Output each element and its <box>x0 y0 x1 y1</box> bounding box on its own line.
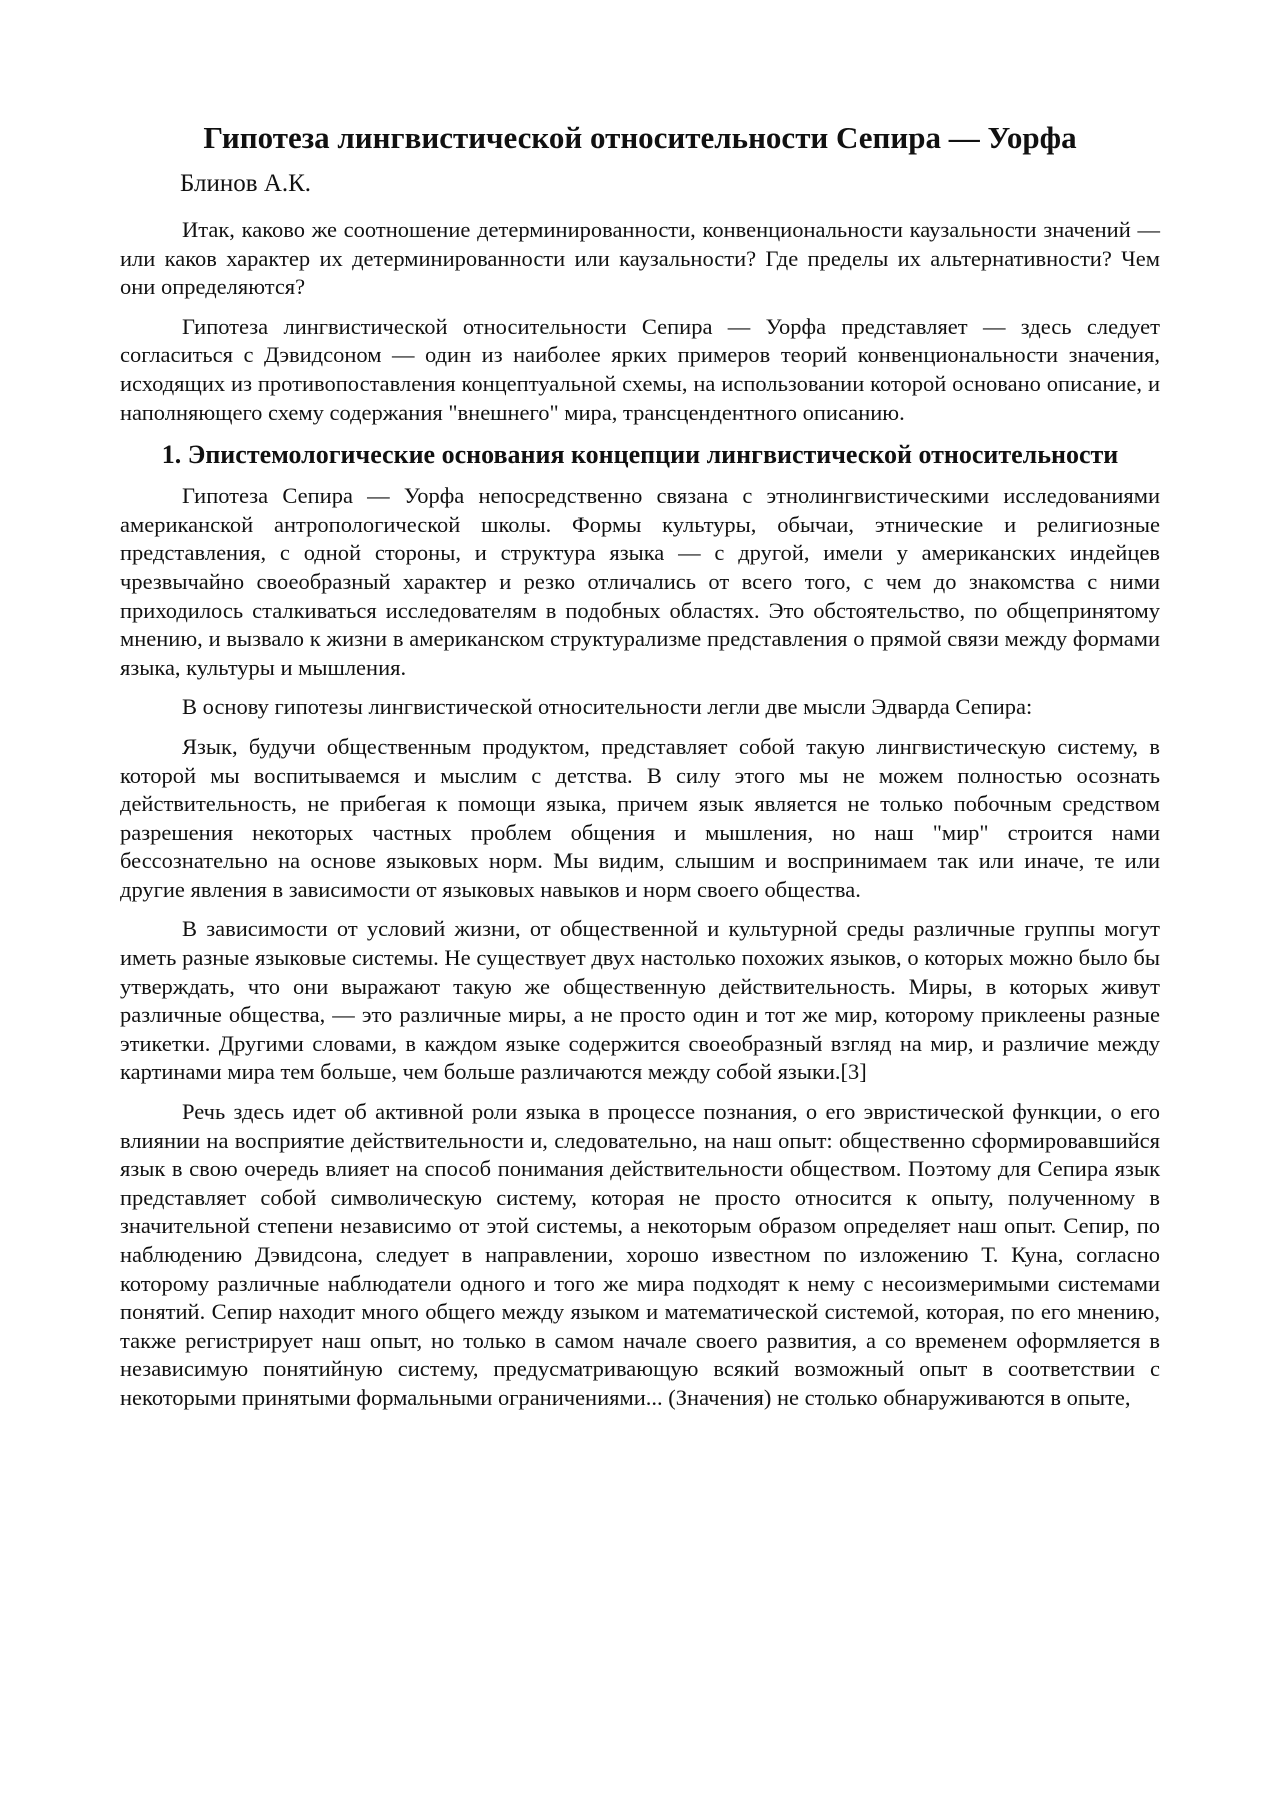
section-1-heading: 1. Эпистемологические основания концепции лингвистической относительности <box>161 440 1119 470</box>
section-1-paragraph-4: В зависимости от условий жизни, от общественной и культурной среды различные группы могут иметь разные языковые системы. Не существует двух настолько похожих языков, о которых можно было бы утверждать, что они выражают такую же общественную действительность. Миры, в которых живут различные общества, — это различные миры, а не просто один и тот же мир, которому приклеены разные этикетки. Другими словами, в каждом языке содержится своеобразный взгляд на мир, и различие между картинами мира тем больше, чем больше различаются между собой языки.[3] <box>120 916 1160 1085</box>
intro-paragraph-2: Гипотеза лингвистической относительности Сепира — Уорфа представляет — здесь следует согласиться с Дэвидсоном — один из наиболее ярких примеров теорий конвенциональности значения, исходящих из противопоставления концептуальной схемы, на использовании которой основано описание, и наполняющего схему содержания "внешнего" мира, трансцендентного описанию. <box>120 313 1160 425</box>
author-name: Блинов А.К. <box>180 170 312 197</box>
intro-paragraph-1: Итак, каково же соотношение детерминированности, конвенциональности каузальности значений — или каков характер их детерминированности или каузальности? Где пределы их альтернативности? Чем они определяются? <box>120 217 1160 300</box>
section-1-paragraph-3: Язык, будучи общественным продуктом, представляет собой такую лингвистическую систему, в которой мы воспитываемся и мыслим с детства. В силу этого мы не можем полностью осознать действительность, не прибегая к помощи языка, причем язык является не только побочным средством разрешения некоторых частных проблем общения и мышления, но наш "мир" строится нами бессознательно на основе языковых норм. Мы видим, слышим и воспринимаем так или иначе, те или другие явления в зависимости от языковых навыков и норм своего общества. <box>120 733 1160 902</box>
section-1-paragraph-5: Речь здесь идет об активной роли языка в процессе познания, о его эвристической функции, о его влиянии на восприятие действительности и, следовательно, на наш опыт: общественно сформировавшийся язык в свою очередь влияет на способ понимания действительности обществом. Поэтому для Сепира язык представляет собой символическую систему, которая не просто относится к опыту, полученному в значительной степени независимо от этой системы, а некоторым образом определяет наш опыт. Сепир, по наблюдению Дэвидсона, следует в направлении, хорошо известном по изложению Т. Куна, согласно которому различные наблюдатели одного и того же мира подходят к нему с несоизмеримыми системами понятий. Сепир находит много общего между языком и математической системой, которая, по его мнению, также регистрирует наш опыт, но только в самом начале своего развития, а со временем оформляется в независимую понятийную систему, предусматривающую всякий возможный опыт в соответствии с некоторыми принятыми формальными ограничениями... (Значения) не столько обнаруживаются в опыте, <box>120 1099 1160 1410</box>
section-1-paragraph-2: В основу гипотезы лингвистической относительности легли две мысли Эдварда Сепира: <box>182 694 1033 720</box>
document-title: Гипотеза лингвистической относительности Сепира — Уорфа <box>203 120 1077 155</box>
section-1-paragraph-1: Гипотеза Сепира — Уорфа непосредственно связана с этнолингвистическими исследованиями американской антропологической школы. Формы культуры, обычаи, этнические и религиозные представления, с одной стороны, и структура языка — с другой, имели у американских индейцев чрезвычайно своеобразный характер и резко отличались от всего того, с чем до знакомства с ними приходилось сталкиваться исследователям в подобных областях. Это обстоятельство, по общепринятому мнению, и вызвало к жизни в американском структурализме представления о прямой связи между формами языка, культуры и мышления. <box>120 483 1160 680</box>
